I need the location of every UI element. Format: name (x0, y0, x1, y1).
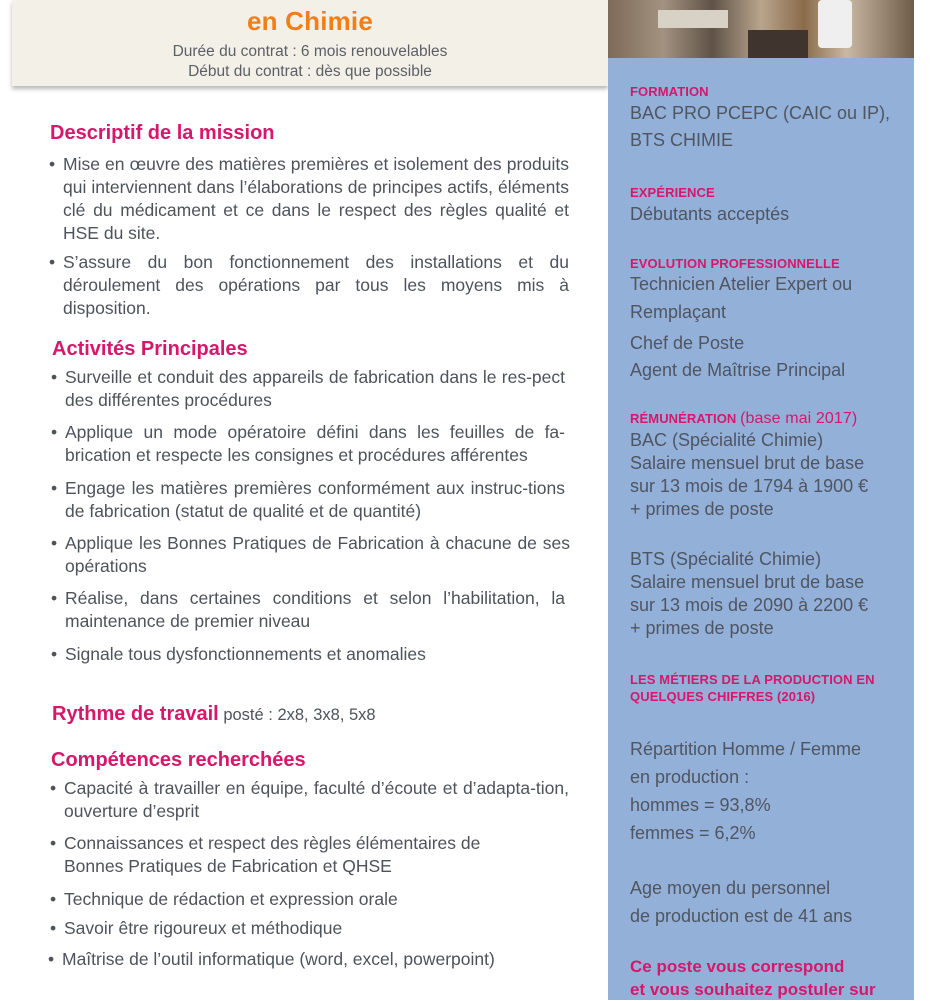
sidebar-remuneration (630, 410, 906, 640)
rythme-heading: Rythme de travail (52, 703, 219, 725)
bac-line: + primes de poste (630, 499, 774, 519)
metiers-heading: LES MÉTIERS DE LA PRODUCTION EN (630, 672, 875, 687)
list-item-text: Connaissances et respect des règles élémentaires de Bonnes Pratiques de Fabrication et QHSE (64, 833, 481, 876)
list-item-text: Savoir être rigoureux et méthodique (64, 918, 343, 938)
list-item-text: Réalise, dans certaines conditions et selon l’habilitation, la maintenance de premier niveau (65, 588, 565, 631)
cta-line: Ce poste vous correspond (630, 957, 845, 976)
bullet-icon: • (51, 533, 58, 553)
evolution-line: Remplaçant (630, 302, 727, 322)
list-item (48, 948, 567, 971)
list-item-text: Capacité à travailler en équipe, faculté d’écoute et d’adapta-tion, ouverture d’esprit (64, 778, 569, 821)
repartition-line: femmes = 6,2% (630, 823, 756, 843)
list-item-text: Mise en œuvre des matières premières et isolement des produits qui interviennent dans l’élaborations de principes actifs, éléments clé du médicament et ce dans le respect des règles qualité et HSE du site. (63, 154, 569, 243)
bullet-icon: • (50, 833, 57, 853)
evolution-line: Technicien Atelier Expert ou (630, 274, 853, 294)
header-card (12, 0, 608, 86)
bullet-icon: • (51, 422, 58, 442)
remuneration-heading (630, 410, 906, 428)
list-item (51, 366, 565, 412)
experience-line: Débutants acceptés (630, 204, 790, 224)
job-title: en Chimie (246, 6, 374, 36)
age-line: Age moyen du personnel (630, 878, 831, 898)
evolution-heading: EVOLUTION PROFESSIONNELLE (630, 256, 840, 271)
remuneration-note: (base mai 2017) (740, 410, 858, 427)
bullet-icon: • (51, 478, 58, 498)
bullet-icon: • (51, 367, 58, 387)
bullet-icon: • (51, 644, 58, 664)
sidebar (608, 58, 914, 1000)
list-item (50, 832, 524, 878)
list-item (51, 421, 565, 467)
remuneration-title: RÉMUNÉRATION (630, 411, 737, 426)
evolution-line: Chef de Poste (630, 333, 745, 353)
bullet-icon: • (49, 154, 56, 174)
bac-line: BAC (Spécialité Chimie) (630, 430, 824, 450)
list-item (51, 587, 565, 633)
bts-line: Salaire mensuel brut de base (630, 572, 865, 592)
bullet-icon: • (49, 252, 56, 272)
sidebar-metiers (630, 672, 906, 928)
list-item-text: Signale tous dysfonctionnements et anomalies (65, 644, 426, 664)
age-line: de production est de 41 ans (630, 906, 853, 926)
bac-line: sur 13 mois de 1794 à 1900 € (630, 476, 869, 496)
repartition-line: Répartition Homme / Femme (630, 739, 862, 759)
bullet-icon: • (50, 918, 57, 938)
evolution-line: Agent de Maîtrise Principal (630, 360, 846, 380)
bac-line: Salaire mensuel brut de base (630, 453, 865, 473)
sidebar-experience (630, 185, 906, 226)
activites-heading: Activités Principales (52, 338, 248, 360)
rythme-row (52, 703, 376, 726)
rythme-value: posté : 2x8, 3x8, 5x8 (223, 706, 376, 724)
metiers-heading: QUELQUES CHIFFRES (2016) (630, 689, 816, 704)
list-item (51, 643, 565, 666)
list-item (50, 888, 569, 911)
experience-heading: EXPÉRIENCE (630, 185, 715, 200)
list-item-text: S’assure du bon fonctionnement des installations et du déroulement des opérations par tous les moyens mis à disposition. (63, 252, 569, 318)
list-item-text: Applique les Bonnes Pratiques de Fabrication à chacune de ses opérations (65, 533, 570, 576)
list-item-text: Applique un mode opératoire défini dans les feuilles de fa-brication et respecte les consignes et procédures afférentes (65, 422, 565, 465)
list-item-text: Maîtrise de l’outil informatique (word, excel, powerpoint) (62, 949, 495, 969)
sidebar-evolution (630, 256, 906, 382)
competences-heading: Compétences recherchées (51, 749, 306, 771)
mission-heading: Descriptif de la mission (50, 122, 275, 144)
repartition-line: hommes = 93,8% (630, 795, 771, 815)
list-item (49, 153, 569, 245)
bts-line: + primes de poste (630, 618, 774, 638)
sidebar-formation (630, 84, 906, 152)
bullet-icon: • (50, 889, 57, 909)
bullet-icon: • (48, 949, 55, 969)
bts-line: BTS (Spécialité Chimie) (630, 549, 822, 569)
formation-line: BTS CHIMIE (630, 130, 734, 150)
list-item (51, 532, 570, 578)
list-item-text: Technique de rédaction et expression orale (64, 889, 398, 909)
factory-photo (608, 0, 914, 58)
list-item (49, 251, 569, 320)
repartition-line: en production : (630, 767, 750, 787)
contract-start: Début du contrat : dès que possible (188, 63, 432, 80)
bullet-icon: • (50, 778, 57, 798)
sidebar-cta (630, 955, 906, 1001)
list-item-text: Surveille et conduit des appareils de fabrication dans le res-pect des différentes procédures (65, 367, 565, 410)
bts-line: sur 13 mois de 2090 à 2200 € (630, 595, 869, 615)
list-item (50, 777, 569, 823)
cta-line: et vous souhaitez postuler sur (630, 980, 876, 999)
bullet-icon: • (51, 588, 58, 608)
list-item-text: Engage les matières premières conformément aux instruc-tions de fabrication (statut de qualité et de quantité) (65, 478, 565, 521)
list-item (51, 477, 565, 523)
list-item (50, 917, 569, 940)
formation-line: BAC PRO PCEPC (CAIC ou IP), (630, 103, 891, 123)
formation-heading: FORMATION (630, 84, 709, 99)
contract-duration: Durée du contrat : 6 mois renouvelables (172, 43, 448, 60)
